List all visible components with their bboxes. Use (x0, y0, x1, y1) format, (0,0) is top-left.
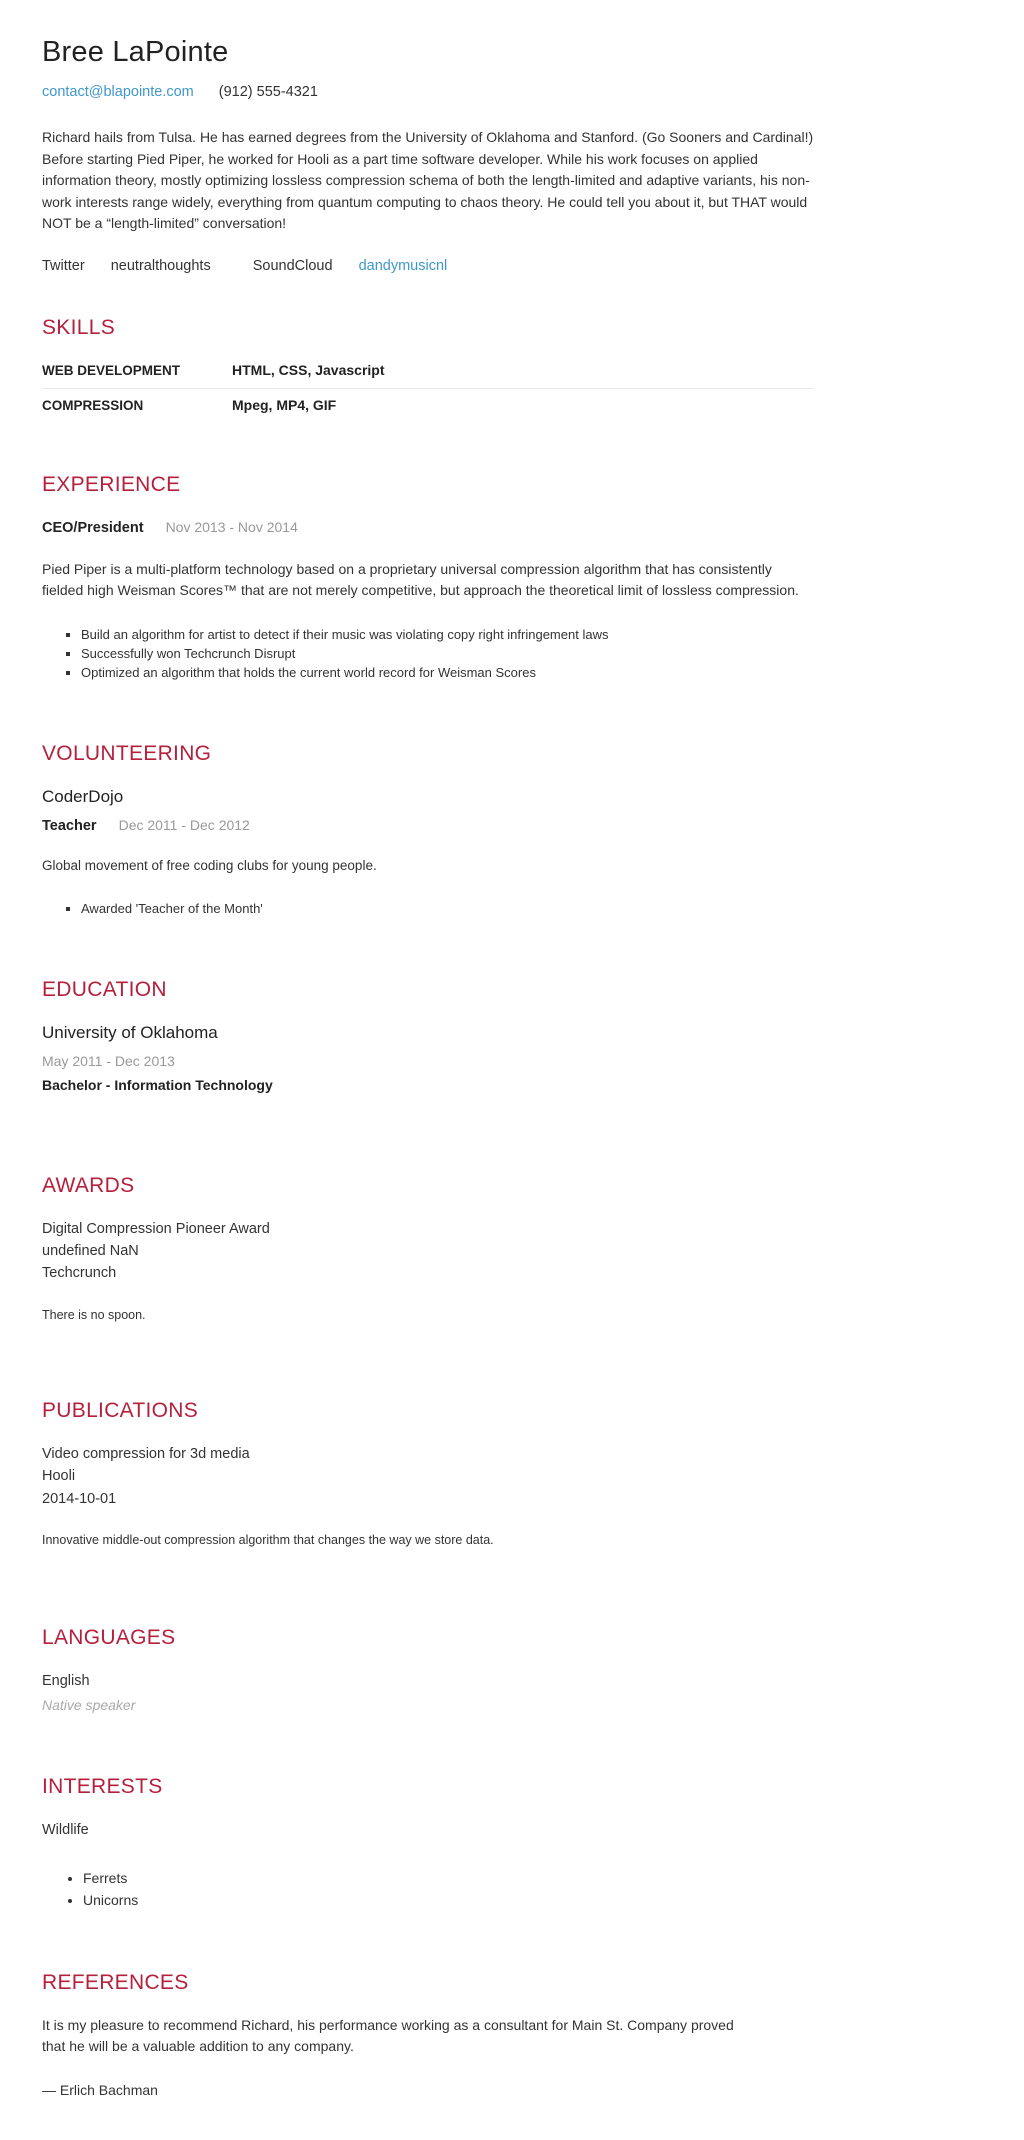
skill-name: WEB DEVELOPMENT (42, 362, 181, 378)
volunteer-role-row (42, 815, 814, 836)
language-name: English (42, 1672, 90, 1689)
language-fluency: Native speaker (42, 1697, 136, 1714)
interest-keyword: • Ferrets (83, 1867, 814, 1889)
job-summary: Pied Piper is a multi-platform technology based on a proprietary universal compression algorithm that has consistently fielded high Weisman Scores™ that are not merely competitive, but approach the theoretical limit of lossless compression. (42, 560, 799, 598)
profile-summary: Richard hails from Tulsa. He has earned degrees from the University of Oklahoma and Stanford. (Go Sooners and Cardinal!) Before starting Pied Piper, he worked for Hooli as a part time software developer. While his work focuses on applied information theory, mostly optimizing lossless compression schema of both the length-limited and adaptive variants, his non-work interests range widely, everything from quantum computing to chaos theory. He could tell you about it, but THAT would NOT be a “length-limited” conversation! (42, 129, 814, 231)
twitter-network-label: Twitter (42, 257, 85, 274)
skill-name: COMPRESSION (42, 397, 144, 413)
soundcloud-handle-link[interactable]: dandymusicnl (358, 257, 448, 274)
references-heading: REFERENCES (42, 1970, 189, 1994)
publications-heading: PUBLICATIONS (42, 1398, 199, 1422)
skill-keywords: HTML, CSS, Javascript (232, 361, 385, 378)
publication-name: Video compression for 3d media (42, 1445, 250, 1462)
contact-row (42, 82, 814, 102)
interest-keywords-list (42, 1867, 814, 1911)
social-pair-soundcloud (253, 256, 448, 276)
job-highlights-list (42, 625, 814, 682)
skill-row-compression (42, 389, 814, 423)
award-awarder: Techcrunch (42, 1265, 117, 1282)
experience-heading: EXPERIENCE (42, 472, 181, 496)
volunteer-summary: Global movement of free coding clubs for young people. (42, 857, 377, 873)
references-section (42, 1969, 814, 2098)
job-header (42, 517, 814, 538)
twitter-handle: neutralthoughts (110, 257, 211, 274)
interest-keyword: • Unicorns (83, 1889, 814, 1911)
experience-section (42, 471, 814, 682)
award-title: Digital Compression Pioneer Award (42, 1220, 270, 1237)
volunteer-organization: CoderDojo (42, 786, 124, 806)
languages-heading: LANGUAGES (42, 1625, 176, 1649)
social-pair-twitter (42, 256, 211, 276)
volunteer-dates: Dec 2011 - Dec 2012 (118, 816, 250, 833)
education-institution: University of Oklahoma (42, 1022, 218, 1042)
education-degree: Bachelor - Information Technology (42, 1076, 273, 1093)
interest-name: Wildlife (42, 1822, 89, 1839)
job-dates: Nov 2013 - Nov 2014 (165, 518, 298, 535)
interests-heading: INTERESTS (42, 1775, 163, 1799)
languages-section (42, 1624, 814, 1715)
volunteer-highlight: ▪ Awarded 'Teacher of the Month' (81, 899, 814, 918)
soundcloud-network-label: SoundCloud (252, 257, 333, 274)
education-section (42, 976, 814, 1095)
volunteer-position: Teacher (42, 817, 97, 834)
volunteer-highlights-list (42, 899, 814, 918)
phone-number: (912) 555-4321 (218, 84, 318, 100)
publication-date: 2014-10-01 (42, 1490, 117, 1507)
volunteering-heading: VOLUNTEERING (42, 741, 212, 765)
awards-heading: AWARDS (42, 1173, 135, 1197)
skill-keywords: Mpeg, MP4, GIF (232, 396, 337, 413)
job-highlight: ▪ Build an algorithm for artist to detect if their music was violating copy right infringement laws (81, 625, 814, 644)
skill-row-web-development (42, 354, 814, 389)
education-heading: EDUCATION (42, 977, 167, 1001)
publication-publisher: Hooli (42, 1468, 76, 1485)
job-highlight: ▪ Optimized an algorithm that holds the current world record for Weisman Scores (81, 663, 814, 682)
awards-section (42, 1172, 814, 1324)
reference-name: — Erlich Bachman (42, 2081, 158, 2098)
publications-section (42, 1397, 814, 1549)
publication-summary: Innovative middle-out compression algorithm that changes the way we store data. (42, 1532, 494, 1547)
award-summary: There is no spoon. (42, 1307, 146, 1322)
resume-header (42, 36, 814, 276)
skills-section (42, 314, 814, 423)
volunteering-section (42, 740, 814, 918)
skills-heading: SKILLS (42, 315, 116, 339)
social-row (42, 256, 814, 276)
reference-quote: It is my pleasure to recommend Richard, his performance working as a consultant for Main St. Company proved that he will be a valuable addition to any company. (42, 2016, 734, 2055)
interests-section (42, 1773, 814, 1910)
person-name: Bree LaPointe (42, 36, 229, 68)
job-highlight: ▪ Successfully won Techcrunch Disrupt (81, 644, 814, 663)
award-date: undefined NaN (42, 1242, 139, 1259)
education-dates: May 2011 - Dec 2013 (42, 1052, 175, 1069)
job-position: CEO/President (42, 519, 144, 536)
email-link[interactable]: contact@blapointe.com (42, 84, 194, 100)
